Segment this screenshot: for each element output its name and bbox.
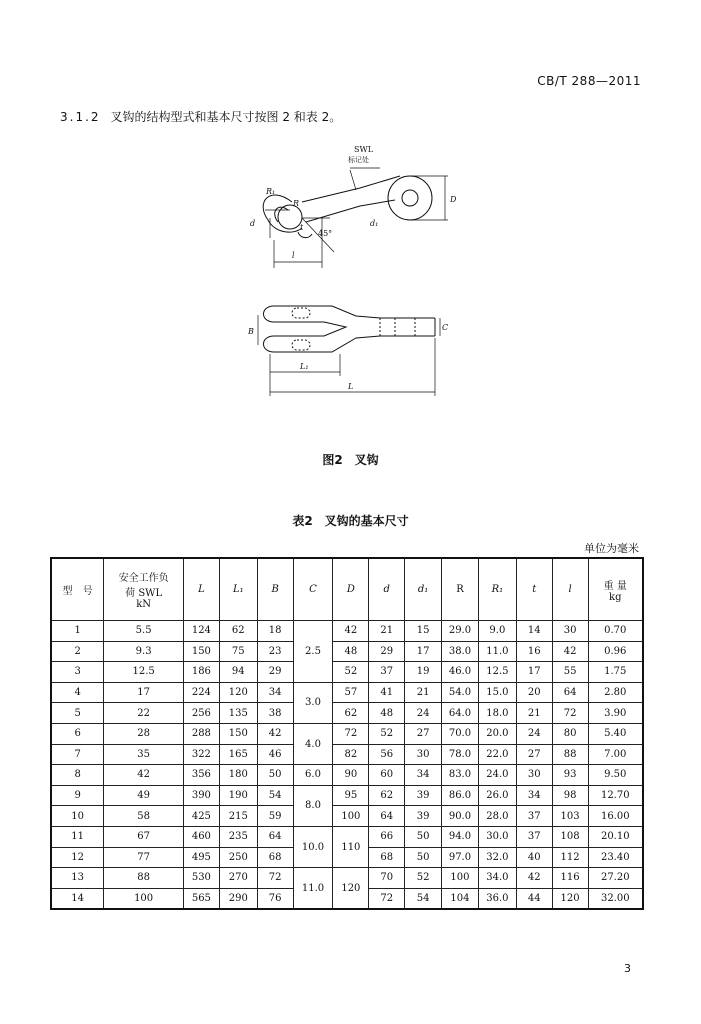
cell-l-small: 98 [552,785,588,806]
cell-r1: 22.0 [478,744,516,765]
cell-b: 23 [257,641,293,662]
cell-r: 104 [442,888,479,909]
cell-c: 6.0 [293,765,333,786]
cell-d1: 27 [405,723,442,744]
cell-t: 42 [516,868,552,889]
cell-r: 86.0 [442,785,479,806]
header-swl-line3: kN [136,599,152,610]
cell-t: 14 [516,621,552,642]
cell-dd: 52 [333,662,369,683]
cell-model: 9 [51,785,104,806]
header-swl [104,558,184,621]
cell-model: 11 [51,826,104,847]
figure-label-l1: L₁ [300,362,309,371]
cell-swl: 28 [104,723,184,744]
cell-l1: 270 [219,868,257,889]
table-row [51,641,643,662]
cell-t: 20 [516,682,552,703]
cell-swl: 67 [104,826,184,847]
cell-l-small: 72 [552,703,588,724]
figure-label-b: B [248,327,254,336]
cell-swl: 49 [104,785,184,806]
clause-paragraph [60,108,341,125]
cell-d: 70 [369,868,405,889]
cell-swl: 100 [104,888,184,909]
cell-weight: 5.40 [588,723,643,744]
header-l-small: l [552,558,588,621]
cell-d1: 19 [405,662,442,683]
cell-model: 7 [51,744,104,765]
cell-dd: 120 [333,868,369,910]
figure-label-dd: D [450,195,457,204]
header-swl-line2: 荷 SWL [125,588,163,599]
cell-swl: 58 [104,806,184,827]
cell-d: 68 [369,847,405,868]
cell-l1: 75 [219,641,257,662]
header-l: L [183,558,219,621]
cell-swl: 35 [104,744,184,765]
cell-r1: 15.0 [478,682,516,703]
cell-d: 66 [369,826,405,847]
cell-b: 68 [257,847,293,868]
cell-swl: 5.5 [104,621,184,642]
cell-l: 224 [183,682,219,703]
cell-weight: 32.00 [588,888,643,909]
table-row [51,744,643,765]
cell-dd: 110 [333,826,369,867]
cell-dd: 82 [333,744,369,765]
cell-r: 90.0 [442,806,479,827]
cell-d: 62 [369,785,405,806]
cell-weight: 2.80 [588,682,643,703]
cell-l: 186 [183,662,219,683]
cell-model: 2 [51,641,104,662]
cell-c: 4.0 [293,723,333,764]
cell-r1: 18.0 [478,703,516,724]
cell-l1: 120 [219,682,257,703]
cell-r: 64.0 [442,703,479,724]
clause-number: 3.1.2 [60,110,101,124]
cell-r: 38.0 [442,641,479,662]
cell-d1: 24 [405,703,442,724]
header-d: d [369,558,405,621]
figure-label-d1: d₁ [370,219,379,228]
table-row [51,703,643,724]
cell-l1: 290 [219,888,257,909]
cell-c: 8.0 [293,785,333,826]
cell-weight: 16.00 [588,806,643,827]
cell-l-small: 120 [552,888,588,909]
page-number: 3 [624,962,631,975]
cell-t: 40 [516,847,552,868]
cell-r: 97.0 [442,847,479,868]
cell-d: 64 [369,806,405,827]
cell-model: 14 [51,888,104,909]
cell-r1: 30.0 [478,826,516,847]
cell-d1: 54 [405,888,442,909]
cell-swl: 77 [104,847,184,868]
cell-r1: 12.5 [478,662,516,683]
cell-d: 21 [369,621,405,642]
cell-model: 10 [51,806,104,827]
cell-b: 29 [257,662,293,683]
cell-t: 37 [516,826,552,847]
table-row [51,682,643,703]
cell-r1: 34.0 [478,868,516,889]
cell-model: 8 [51,765,104,786]
cell-b: 46 [257,744,293,765]
cell-b: 76 [257,888,293,909]
figure-label-t: t [300,223,304,232]
cell-weight: 7.00 [588,744,643,765]
cell-dd: 57 [333,682,369,703]
cell-weight: 23.40 [588,847,643,868]
cell-weight: 0.96 [588,641,643,662]
dimensions-table [50,557,644,910]
cell-dd: 72 [333,723,369,744]
cell-model: 12 [51,847,104,868]
cell-r: 78.0 [442,744,479,765]
cell-t: 34 [516,785,552,806]
cell-d: 37 [369,662,405,683]
cell-t: 27 [516,744,552,765]
cell-t: 37 [516,806,552,827]
cell-b: 54 [257,785,293,806]
table-row [51,621,643,642]
cell-dd: 95 [333,785,369,806]
figure-label-r1: R₁ [266,187,276,196]
cell-weight: 12.70 [588,785,643,806]
cell-l1: 180 [219,765,257,786]
cell-d: 72 [369,888,405,909]
cell-c: 10.0 [293,826,333,867]
table-row [51,806,643,827]
cell-r: 29.0 [442,621,479,642]
cell-weight: 9.50 [588,765,643,786]
header-dd: D [333,558,369,621]
cell-l: 425 [183,806,219,827]
cell-r1: 9.0 [478,621,516,642]
cell-l1: 215 [219,806,257,827]
cell-t: 21 [516,703,552,724]
cell-r1: 11.0 [478,641,516,662]
header-t: t [516,558,552,621]
cell-l-small: 116 [552,868,588,889]
cell-d1: 50 [405,826,442,847]
cell-b: 72 [257,868,293,889]
cell-r: 100 [442,868,479,889]
cell-l1: 94 [219,662,257,683]
table-row [51,765,643,786]
cell-swl: 9.3 [104,641,184,662]
table-body [51,621,643,910]
cell-b: 34 [257,682,293,703]
cell-dd: 48 [333,641,369,662]
cell-l: 124 [183,621,219,642]
table-row [51,785,643,806]
table-row [51,723,643,744]
table-caption: 表2 叉钩的基本尺寸 [292,514,409,528]
table-row [51,662,643,683]
cell-weight: 0.70 [588,621,643,642]
cell-l: 460 [183,826,219,847]
cell-t: 24 [516,723,552,744]
cell-d: 56 [369,744,405,765]
cell-r: 83.0 [442,765,479,786]
cell-l1: 190 [219,785,257,806]
header-weight-line2: kg [609,591,622,603]
cell-d1: 17 [405,641,442,662]
cell-l-small: 88 [552,744,588,765]
cell-r: 94.0 [442,826,479,847]
header-r1: R₁ [478,558,516,621]
figure-label-angle: 45° [318,229,333,238]
cell-r: 54.0 [442,682,479,703]
table-unit: 单位为毫米 [584,542,639,555]
cell-r1: 28.0 [478,806,516,827]
figure-label-marking: 标记处 [348,156,369,164]
header-swl-line1: 安全工作负 [118,573,169,584]
cell-l: 495 [183,847,219,868]
cell-b: 64 [257,826,293,847]
header-r: R [442,558,479,621]
table-row [51,826,643,847]
cell-model: 1 [51,621,104,642]
cell-model: 13 [51,868,104,889]
cell-t: 30 [516,765,552,786]
cell-c: 2.5 [293,621,333,683]
figure-label-c: C [442,323,449,332]
figure-label-swl: SWL [354,145,374,154]
cell-model: 5 [51,703,104,724]
cell-swl: 12.5 [104,662,184,683]
cell-t: 17 [516,662,552,683]
header-c: C [293,558,333,621]
cell-l1: 150 [219,723,257,744]
cell-d1: 21 [405,682,442,703]
table-header-row [51,558,643,621]
header-b: B [257,558,293,621]
cell-swl: 17 [104,682,184,703]
cell-b: 50 [257,765,293,786]
cell-r1: 20.0 [478,723,516,744]
table-row [51,868,643,889]
cell-l1: 250 [219,847,257,868]
figure-caption: 图2 叉钩 [322,453,379,467]
cell-l1: 235 [219,826,257,847]
cell-weight: 3.90 [588,703,643,724]
header-d1: d₁ [405,558,442,621]
cell-l-small: 108 [552,826,588,847]
cell-l-small: 42 [552,641,588,662]
cell-l: 288 [183,723,219,744]
header-l1: L₁ [219,558,257,621]
cell-l: 256 [183,703,219,724]
cell-model: 3 [51,662,104,683]
cell-l: 356 [183,765,219,786]
cell-d1: 30 [405,744,442,765]
header-weight [588,558,643,621]
cell-d1: 15 [405,621,442,642]
cell-weight: 27.20 [588,868,643,889]
cell-swl: 42 [104,765,184,786]
cell-r: 70.0 [442,723,479,744]
cell-t: 44 [516,888,552,909]
header-model: 型 号 [51,558,104,621]
cell-b: 18 [257,621,293,642]
cell-l: 322 [183,744,219,765]
figure-label-d: d [250,219,256,228]
cell-l: 150 [183,641,219,662]
cell-swl: 88 [104,868,184,889]
cell-dd: 100 [333,806,369,827]
cell-l: 530 [183,868,219,889]
cell-weight: 20.10 [588,826,643,847]
cell-model: 4 [51,682,104,703]
cell-d1: 34 [405,765,442,786]
cell-model: 6 [51,723,104,744]
figure-label-l: l [292,251,295,260]
figure-label-ll: L [348,382,354,391]
cell-l-small: 112 [552,847,588,868]
cell-t: 16 [516,641,552,662]
clause-text: 叉钩的结构型式和基本尺寸按图 2 和表 2。 [110,110,342,124]
cell-dd: 42 [333,621,369,642]
cell-c: 3.0 [293,682,333,723]
cell-l1: 135 [219,703,257,724]
cell-l1: 165 [219,744,257,765]
cell-l-small: 93 [552,765,588,786]
cell-d1: 39 [405,806,442,827]
cell-b: 38 [257,703,293,724]
cell-r1: 36.0 [478,888,516,909]
cell-l-small: 103 [552,806,588,827]
cell-c: 11.0 [293,868,333,910]
header-weight-line1: 重 量 [603,580,627,592]
cell-l-small: 55 [552,662,588,683]
cell-d1: 52 [405,868,442,889]
cell-b: 42 [257,723,293,744]
cell-d: 60 [369,765,405,786]
cell-l-small: 80 [552,723,588,744]
cell-d: 48 [369,703,405,724]
fork-hook-drawing [230,140,470,410]
cell-weight: 1.75 [588,662,643,683]
cell-r1: 26.0 [478,785,516,806]
cell-dd: 62 [333,703,369,724]
cell-d: 52 [369,723,405,744]
cell-l: 565 [183,888,219,909]
cell-r: 46.0 [442,662,479,683]
standard-code: CB/T 288—2011 [537,74,641,88]
cell-b: 59 [257,806,293,827]
cell-d1: 50 [405,847,442,868]
cell-d: 41 [369,682,405,703]
cell-l-small: 30 [552,621,588,642]
cell-l: 390 [183,785,219,806]
cell-dd: 90 [333,765,369,786]
cell-l-small: 64 [552,682,588,703]
cell-d1: 39 [405,785,442,806]
cell-l1: 62 [219,621,257,642]
cell-r1: 24.0 [478,765,516,786]
cell-d: 29 [369,641,405,662]
cell-r1: 32.0 [478,847,516,868]
cell-swl: 22 [104,703,184,724]
figure-label-r: R [293,199,300,208]
